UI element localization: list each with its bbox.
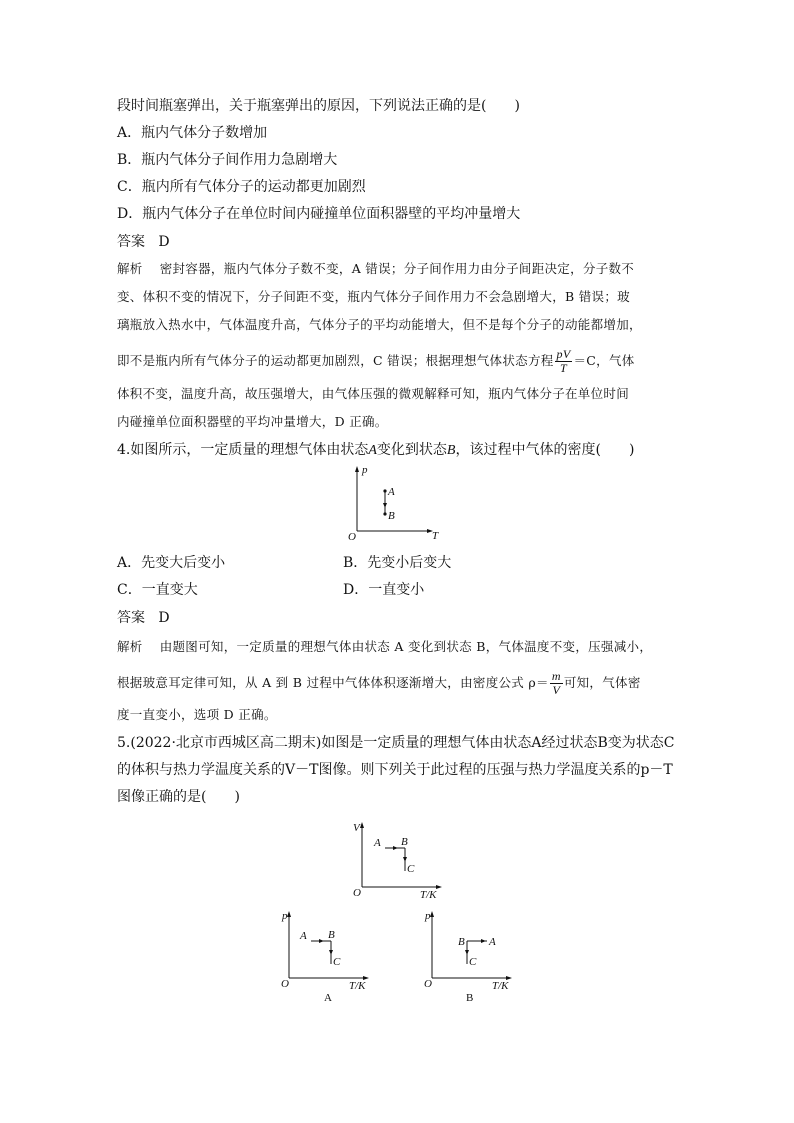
point-a (383, 489, 386, 492)
q3-option-a: A．瓶内气体分子数增加 (117, 125, 268, 141)
point-b-label: B (458, 936, 465, 948)
y-axis-label: V (353, 822, 360, 834)
q5-option-a-graph (277, 903, 387, 1003)
q4-option-a: A．先变大后变小 (117, 555, 226, 571)
q3-analysis-line-4 (117, 348, 635, 375)
q3-option-c: C．瓶内所有气体分子的运动都更加剧烈 (117, 179, 366, 195)
q4-analysis-line-1 (117, 637, 652, 657)
q4-option-b: B．先变小后变大 (343, 555, 452, 571)
origin-label: O (348, 531, 356, 543)
q5-stem-line-3: 图像正确的是( ) (117, 789, 240, 805)
answer-value: D (158, 234, 170, 250)
point-b-label: B (328, 929, 335, 941)
y-axis-label: p (362, 464, 368, 476)
y-axis-arrow (355, 466, 359, 472)
arrow-b-c (403, 857, 407, 862)
q3-analysis-line-5: 体积不变，温度升高，故压强增大，由气体压强的微观解释可知，瓶内气体分子在单位时间 (117, 386, 630, 401)
origin-label: O (281, 978, 289, 990)
origin-label: O (424, 978, 432, 990)
graph-caption: B (466, 992, 474, 1004)
analysis-text: 由题图可知，一定质量的理想气体由状态 A 变化到状态 B，气体温度不变，压强减小， (159, 639, 653, 654)
q3-option-d: D．瓶内气体分子在单位时间内碰撞单位面积器壁的平均冲量增大 (117, 206, 521, 222)
analysis-text: 密封容器，瓶内气体分子数不变，A 错误；分子间作用力由分子间距决定，分子数不 (159, 261, 635, 276)
process-arrow (383, 503, 387, 508)
q3-analysis-line-3: 璃瓶放入热水中，气体温度升高，气体分子的平均动能增大，但不是每个分子的动能都增加， (117, 317, 642, 332)
arrow-b-c (465, 950, 469, 955)
answer-label: 答案 (117, 610, 145, 626)
point-b-label: B (401, 836, 408, 848)
analysis-text: 即不是瓶内所有气体分子的运动都更加剧烈，C 错误；根据理想气体状态方程 (117, 353, 554, 368)
arrow-b-a (481, 939, 486, 943)
q5-option-b-graph (420, 903, 530, 1003)
q3-analysis-line-2: 变、体积不变的情况下，分子间距不变，瓶内气体分子间作用力不会急剧增大，B 错误；玻 (117, 289, 630, 304)
arrow-b-c (329, 950, 333, 955)
arrow-a-b (393, 846, 398, 850)
point-b-label: B (388, 510, 395, 522)
x-axis-arrow (436, 885, 442, 889)
q4-analysis-line-2 (117, 670, 641, 697)
analysis-text: ＝C，气体 (573, 353, 635, 368)
y-axis-arrow (287, 911, 291, 917)
point-c-label: C (407, 863, 415, 875)
ideal-gas-fraction: $\frac{pV}{T}$ (556, 347, 571, 375)
y-axis-label: p (282, 910, 288, 922)
x-axis-label: T/K (420, 889, 437, 901)
point-a-label: A (388, 486, 395, 498)
analysis-text: 可知，气体密 (563, 675, 641, 690)
analysis-label: 解析 (117, 639, 143, 654)
q5-stem-line-2: 的体积与热力学温度关系的V－T图像。则下列关于此过程的压强与热力学温度关系的p－T (117, 762, 673, 778)
analysis-label: 解析 (117, 261, 143, 276)
q3-analysis-line-6: 内碰撞单位面积器壁的平均冲量增大，D 正确。 (117, 414, 388, 429)
point-a-label: A (300, 930, 307, 942)
point-c-label: C (333, 956, 341, 968)
q5-stem-line-1: 5.(2022·北京市西城区高二期末)如图是一定质量的理想气体由状态A经过状态B变为状态C (117, 735, 675, 751)
x-axis-label: T (432, 530, 439, 542)
q5-vt-graph (348, 815, 458, 905)
answer-value: D (158, 610, 170, 626)
point-c-label: C (469, 956, 477, 968)
q3-option-b: B．瓶内气体分子间作用力急剧增大 (117, 152, 338, 168)
q4-option-c: C．一直变大 (117, 582, 198, 598)
origin-label: O (353, 887, 361, 899)
point-a-label: A (374, 837, 381, 849)
graph-caption: A (324, 992, 332, 1004)
point-b (383, 512, 386, 515)
q3-stem: 段时间瓶塞弹出，关于瓶塞弹出的原因，下列说法正确的是( ) (117, 98, 520, 114)
q4-analysis-line-3: 度一直变小，选项 D 正确。 (117, 707, 277, 722)
point-a-label: A (489, 936, 496, 948)
density-fraction: $\frac{m}{V}$ (551, 669, 561, 697)
arrow-a-b (319, 939, 324, 943)
y-axis-arrow (430, 911, 434, 917)
y-axis-arrow (360, 822, 364, 828)
q3-analysis-line-1 (117, 259, 634, 279)
x-axis-label: T/K (349, 980, 366, 992)
q3-answer (117, 232, 170, 252)
q4-answer (117, 608, 170, 628)
x-axis-label: T/K (492, 980, 509, 992)
q4-stem: 4.如图所示，一定质量的理想气体由状态A变化到状态B，该过程中气体的密度( ) (117, 442, 635, 458)
analysis-text: 根据玻意耳定律可知，从 A 到 B 过程中气体体积逐渐增大，由密度公式 ρ＝ (117, 675, 549, 690)
q4-option-d: D．一直变小 (343, 582, 425, 598)
q4-pt-graph (345, 463, 445, 543)
y-axis-label: p (425, 910, 431, 922)
answer-label: 答案 (117, 234, 145, 250)
